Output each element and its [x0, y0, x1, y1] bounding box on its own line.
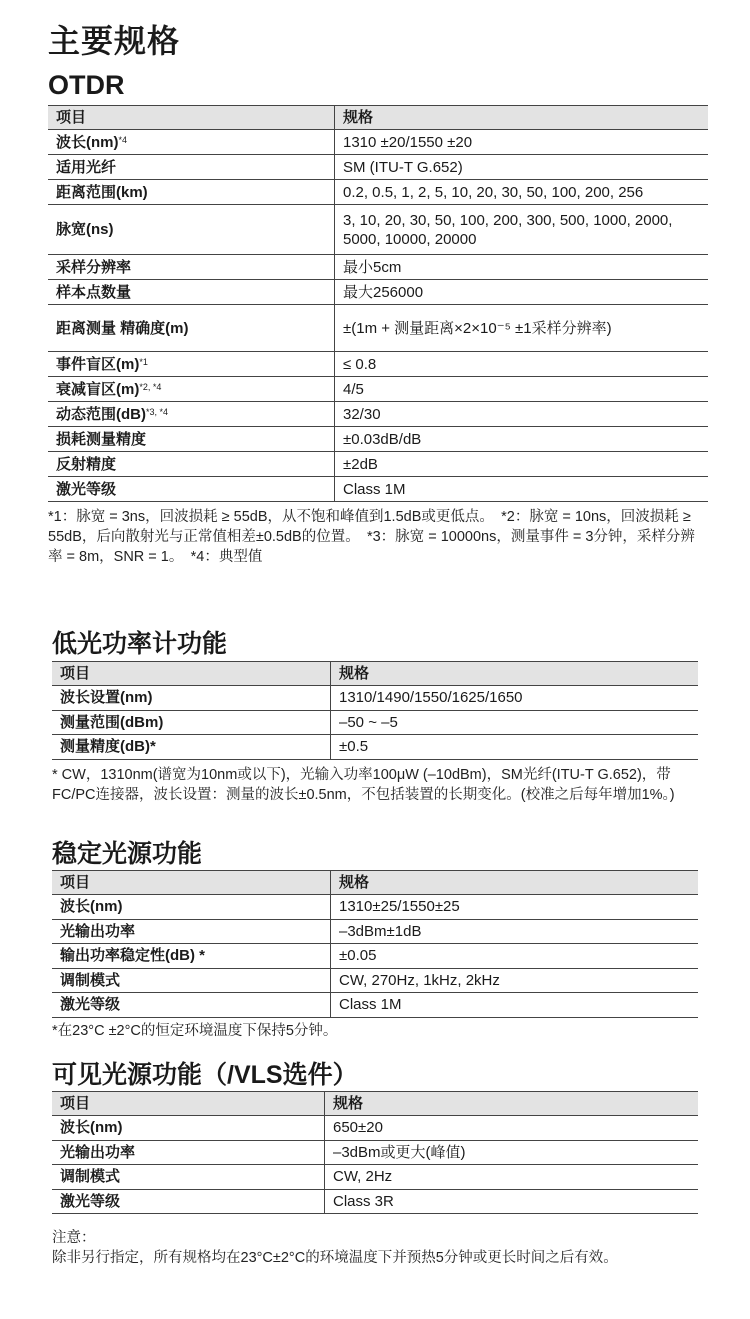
spec-value: 规格: [339, 665, 370, 682]
table-row: [52, 1189, 698, 1214]
spec-value: ≤ 0.8: [343, 355, 377, 373]
table-row: [48, 255, 708, 280]
spec-item-label: 距离测量 精确度(m): [56, 319, 189, 337]
spec-item-label: 激光等级: [60, 996, 121, 1014]
spec-item-label: 调制模式: [60, 1168, 121, 1186]
spec-item-label: 衰减盲区(m): [56, 380, 140, 398]
table-row: [48, 130, 708, 155]
table-row: [48, 477, 708, 502]
table-row: [52, 710, 698, 735]
spec-value: –50 ~ –5: [339, 713, 398, 731]
spec-value: Class 1M: [343, 480, 406, 498]
spec-item-label: 调制模式: [60, 971, 121, 989]
spec-value: ±0.03dB/dB: [343, 430, 422, 448]
page-title: 主要规格: [48, 23, 181, 59]
table-header-row: [52, 662, 698, 686]
spec-item-label: 输出功率稳定性(dB) *: [60, 947, 205, 965]
spec-value: –3dBm±1dB: [339, 922, 422, 940]
spec-value: 650±20: [333, 1119, 383, 1137]
table-row: [52, 968, 698, 993]
spec-item-label: 项目: [60, 874, 91, 891]
spec-value: 规格: [333, 1095, 364, 1112]
table-header-row: [52, 1092, 698, 1116]
spec-value: 1310 ±20/1550 ±20: [343, 133, 473, 151]
table-row: [52, 1140, 698, 1165]
spec-item-label: 适用光纤: [56, 158, 117, 176]
spec-item-label: 样本点数量: [56, 283, 132, 301]
table-row: [52, 1165, 698, 1190]
table-row: [48, 180, 708, 205]
ls-footnote: *在23°C ±2°C的恒定环境温度下保持5分钟。: [52, 1023, 338, 1039]
spec-item-label: 事件盲区(m): [56, 355, 140, 373]
opm-footnote: * CW，1310nm(谱宽为10nm或以下)，光输入功率100μW (–10dBm)，SM光纤(ITU-T G.652)，带FC/PC连接器，波长设置：测量的波长±0.5nm，不包括装置的长期变化。(校准之后每年增加1%。): [52, 767, 675, 803]
spec-item-label: 距离范围(km): [56, 183, 148, 201]
spec-item-label: 波长(nm): [60, 898, 123, 916]
spec-value: SM (ITU-T G.652): [343, 158, 463, 176]
spec-value: 1310±25/1550±25: [339, 898, 460, 916]
table-row: [48, 205, 708, 255]
vls-spec-table: [52, 1091, 698, 1214]
spec-value: 最大256000: [343, 283, 424, 301]
spec-value: 0.2, 0.5, 1, 2, 5, 10, 20, 30, 50, 100, 200, 256: [343, 183, 644, 201]
ls-spec-table: [52, 870, 698, 1018]
table-row: [48, 427, 708, 452]
table-row: [48, 352, 708, 377]
otdr-spec-table: [48, 105, 708, 502]
spec-value: 4/5: [343, 380, 364, 398]
table-header-row: [48, 106, 708, 130]
spec-value: ±(1m + 测量距离×2×10⁻⁵ ±1采样分辨率): [343, 319, 612, 337]
spec-item-label: 损耗测量精度: [56, 430, 147, 448]
spec-item-label: 光输出功率: [60, 1143, 136, 1161]
spec-item-label: 测量范围(dBm): [60, 713, 164, 731]
otdr-footnote: *1：脉宽 = 3ns，回波损耗 ≥ 55dB，从不饱和峰值到1.5dB或更低点。 *2：脉宽 = 10ns，回波损耗 ≥ 55dB，后向散射光与正常值相差±0.5dB的位置。 *3：脉宽 = 10000ns，测量事件 = 3分钟，采样分辨率 = 8m，SNR = 1。 *4：典型值: [48, 509, 695, 565]
spec-item-label: 动态范围(dB): [56, 405, 146, 423]
table-row: [52, 686, 698, 711]
spec-value: 规格: [339, 874, 370, 891]
spec-item-label: 脉宽(ns): [56, 221, 114, 238]
spec-value: –3dBm或更大(峰值): [333, 1143, 466, 1161]
spec-value: ±0.5: [339, 738, 369, 756]
spec-item-label: 光输出功率: [60, 922, 136, 940]
spec-item-label: 激光等级: [60, 1192, 121, 1210]
spec-item-label: 测量精度(dB)*: [60, 738, 156, 756]
spec-value: 最小5cm: [343, 258, 402, 276]
table-row: [52, 1116, 698, 1141]
spec-value: 32/30: [343, 405, 381, 423]
table-row: [48, 377, 708, 402]
footnote-marker: *3, *4: [146, 406, 169, 417]
table-row: [48, 402, 708, 427]
table-row: [52, 993, 698, 1018]
spec-value: CW, 2Hz: [333, 1168, 393, 1186]
table-row: [48, 305, 708, 352]
spec-item-label: 项目: [60, 665, 91, 682]
spec-item-label: 项目: [60, 1095, 91, 1112]
spec-item-label: 反射精度: [56, 455, 117, 473]
spec-item-label: 采样分辨率: [56, 258, 132, 276]
ls-heading: 稳定光源功能: [52, 840, 203, 868]
spec-item-label: 激光等级: [56, 480, 117, 498]
spec-item-label: 波长(nm): [56, 133, 119, 151]
spec-value: CW, 270Hz, 1kHz, 2kHz: [339, 971, 500, 989]
table-row: [52, 735, 698, 760]
spec-value: 3, 10, 20, 30, 50, 100, 200, 300, 500, 1000, 2000, 5000, 10000, 20000: [343, 211, 673, 248]
otdr-heading: OTDR: [48, 70, 125, 100]
spec-value: ±2dB: [343, 455, 378, 473]
vls-note-label: 注意：: [52, 1230, 96, 1246]
table-row: [52, 895, 698, 920]
spec-item-label: 项目: [56, 109, 87, 126]
spec-value: 规格: [343, 109, 374, 126]
spec-value: Class 3R: [333, 1192, 394, 1210]
table-row: [48, 452, 708, 477]
spec-value: Class 1M: [339, 996, 402, 1014]
table-header-row: [52, 871, 698, 895]
spec-item-label: 波长(nm): [60, 1119, 123, 1137]
vls-note: 除非另行指定，所有规格均在23°C±2°C的环境温度下并预热5分钟或更长时间之后有效。: [52, 1250, 618, 1266]
table-row: [48, 280, 708, 305]
opm-heading: 低光功率计功能: [52, 630, 228, 658]
table-row: [52, 919, 698, 944]
table-row: [48, 155, 708, 180]
spec-item-label: 波长设置(nm): [60, 689, 153, 707]
footnote-marker: *1: [139, 356, 148, 367]
footnote-marker: *4: [118, 134, 128, 145]
spec-value: 1310/1490/1550/1625/1650: [339, 689, 523, 707]
spec-value: ±0.05: [339, 947, 377, 965]
table-row: [52, 944, 698, 969]
vls-heading: 可见光源功能（/VLS选件）: [52, 1061, 358, 1089]
footnote-marker: *2, *4: [139, 381, 162, 392]
opm-spec-table: [52, 661, 698, 760]
